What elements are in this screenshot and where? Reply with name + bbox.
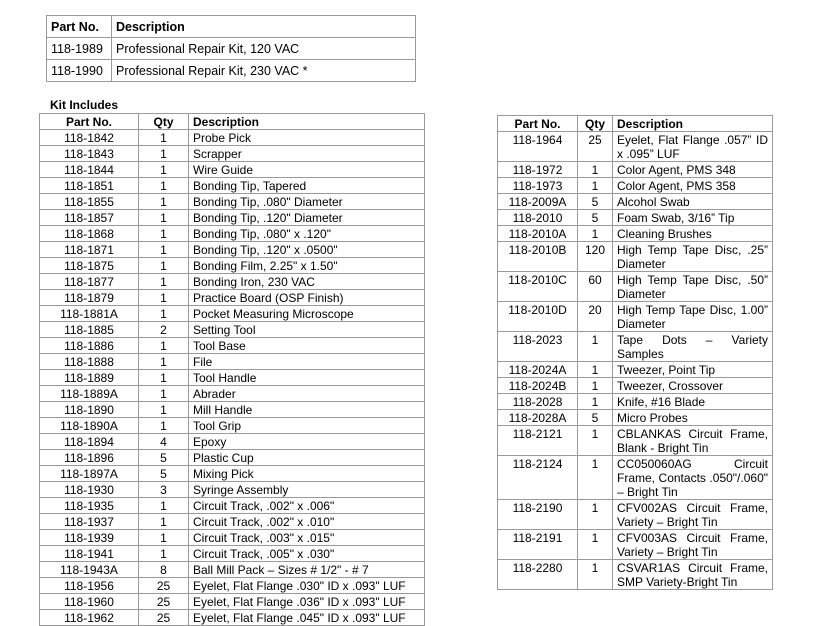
- qty-cell: 120: [578, 242, 613, 272]
- part-number-cell: 118-2124: [498, 456, 578, 500]
- table-row: [40, 498, 425, 514]
- description-cell: Bonding Tip, .120" Diameter: [189, 210, 425, 226]
- table-row: [498, 362, 773, 378]
- description-cell: Tape Dots – Variety Samples: [613, 332, 773, 362]
- table-row: [40, 178, 425, 194]
- qty-cell: 1: [578, 178, 613, 194]
- part-number-cell: 118-1886: [40, 338, 139, 354]
- description-cell: Foam Swab, 3/16” Tip: [613, 210, 773, 226]
- table-row: [40, 418, 425, 434]
- table-header-row: [40, 114, 425, 130]
- table-row: [498, 560, 773, 590]
- table-row: [498, 530, 773, 560]
- table-row: [40, 610, 425, 626]
- qty-cell: 25: [139, 578, 189, 594]
- qty-cell: 2: [139, 322, 189, 338]
- kit-includes-table: [39, 113, 425, 626]
- table-row: [498, 410, 773, 426]
- part-number-cell: 118-1897A: [40, 466, 139, 482]
- description-cell: Wire Guide: [189, 162, 425, 178]
- table-row: [40, 370, 425, 386]
- table-row: [498, 394, 773, 410]
- qty-cell: 1: [578, 456, 613, 500]
- part-number-cell: 118-1989: [47, 38, 112, 60]
- qty-cell: 1: [578, 530, 613, 560]
- table-row: [40, 338, 425, 354]
- description-cell: Bonding Tip, Tapered: [189, 178, 425, 194]
- part-number-cell: 118-1937: [40, 514, 139, 530]
- qty-cell: 1: [578, 332, 613, 362]
- column-header-description: Description: [189, 114, 425, 130]
- qty-cell: 1: [139, 370, 189, 386]
- qty-cell: 1: [578, 394, 613, 410]
- qty-cell: 1: [139, 226, 189, 242]
- description-cell: Bonding Tip, .080" x .120": [189, 226, 425, 242]
- table-row: [498, 378, 773, 394]
- part-number-cell: 118-1881A: [40, 306, 139, 322]
- qty-cell: 1: [139, 386, 189, 402]
- column-header-qty: Qty: [578, 116, 613, 132]
- table-row: [498, 210, 773, 226]
- part-number-cell: 118-1943A: [40, 562, 139, 578]
- description-cell: Syringe Assembly: [189, 482, 425, 498]
- qty-cell: 1: [139, 210, 189, 226]
- table-row: [40, 258, 425, 274]
- table-row: [498, 132, 773, 162]
- table-row: [498, 456, 773, 500]
- table-row: [40, 514, 425, 530]
- qty-cell: 1: [139, 258, 189, 274]
- qty-cell: 1: [139, 498, 189, 514]
- qty-cell: 1: [578, 362, 613, 378]
- table-row: [40, 386, 425, 402]
- description-cell: CFV003AS Circuit Frame, Variety – Bright Tin: [613, 530, 773, 560]
- qty-cell: 1: [139, 130, 189, 146]
- qty-cell: 1: [139, 514, 189, 530]
- qty-cell: 5: [139, 466, 189, 482]
- part-number-cell: 118-2280: [498, 560, 578, 590]
- table-row: [498, 194, 773, 210]
- description-cell: Color Agent, PMS 348: [613, 162, 773, 178]
- description-cell: Setting Tool: [189, 322, 425, 338]
- description-cell: Knife, #16 Blade: [613, 394, 773, 410]
- qty-cell: 25: [578, 132, 613, 162]
- description-cell: Tool Handle: [189, 370, 425, 386]
- qty-cell: 1: [139, 402, 189, 418]
- table-row: [47, 38, 416, 60]
- part-number-cell: 118-1875: [40, 258, 139, 274]
- description-cell: Eyelet, Flat Flange .057” ID x .095” LUF: [613, 132, 773, 162]
- table-row: [40, 130, 425, 146]
- part-number-cell: 118-1844: [40, 162, 139, 178]
- description-cell: Micro Probes: [613, 410, 773, 426]
- qty-cell: 1: [139, 546, 189, 562]
- table-row: [40, 434, 425, 450]
- qty-cell: 1: [578, 162, 613, 178]
- column-header-description: Description: [112, 16, 416, 38]
- part-number-cell: 118-1962: [40, 610, 139, 626]
- table-row: [40, 146, 425, 162]
- description-cell: Abrader: [189, 386, 425, 402]
- description-cell: Mixing Pick: [189, 466, 425, 482]
- qty-cell: 25: [139, 594, 189, 610]
- description-cell: Tweezer, Crossover: [613, 378, 773, 394]
- kit-includes-heading: Kit Includes: [50, 98, 119, 112]
- description-cell: CSVAR1AS Circuit Frame, SMP Variety-Bright Tin: [613, 560, 773, 590]
- part-number-cell: 118-1857: [40, 210, 139, 226]
- description-cell: Bonding Tip, .080" Diameter: [189, 194, 425, 210]
- table-row: [40, 162, 425, 178]
- description-cell: Circuit Track, .002" x .006": [189, 498, 425, 514]
- table-row: [40, 466, 425, 482]
- description-cell: Circuit Track, .005" x .030": [189, 546, 425, 562]
- part-number-cell: 118-1890: [40, 402, 139, 418]
- table-row: [498, 162, 773, 178]
- table-row: [40, 562, 425, 578]
- description-cell: Tool Base: [189, 338, 425, 354]
- qty-cell: 8: [139, 562, 189, 578]
- description-cell: Color Agent, PMS 358: [613, 178, 773, 194]
- description-cell: Professional Repair Kit, 120 VAC: [112, 38, 416, 60]
- qty-cell: 3: [139, 482, 189, 498]
- table-row: [498, 226, 773, 242]
- part-number-cell: 118-2010C: [498, 272, 578, 302]
- qty-cell: 1: [139, 146, 189, 162]
- part-number-cell: 118-1956: [40, 578, 139, 594]
- part-number-cell: 118-1990: [47, 60, 112, 82]
- table-row: [40, 354, 425, 370]
- table-row: [40, 194, 425, 210]
- qty-cell: 1: [139, 306, 189, 322]
- description-cell: Cleaning Brushes: [613, 226, 773, 242]
- description-cell: High Temp Tape Disc, .25” Diameter: [613, 242, 773, 272]
- part-number-cell: 118-2009A: [498, 194, 578, 210]
- part-number-cell: 118-1851: [40, 178, 139, 194]
- part-number-cell: 118-2024B: [498, 378, 578, 394]
- column-header-part-no: Part No.: [498, 116, 578, 132]
- part-number-cell: 118-1894: [40, 434, 139, 450]
- table-row: [498, 272, 773, 302]
- part-number-cell: 118-1879: [40, 290, 139, 306]
- qty-cell: 5: [578, 410, 613, 426]
- description-cell: Alcohol Swab: [613, 194, 773, 210]
- table-row: [498, 302, 773, 332]
- description-cell: Pocket Measuring Microscope: [189, 306, 425, 322]
- qty-cell: 1: [578, 378, 613, 394]
- qty-cell: 1: [578, 226, 613, 242]
- qty-cell: 25: [139, 610, 189, 626]
- part-number-cell: 118-1935: [40, 498, 139, 514]
- part-number-cell: 118-1896: [40, 450, 139, 466]
- table-row: [498, 426, 773, 456]
- part-number-cell: 118-1960: [40, 594, 139, 610]
- part-number-cell: 118-2191: [498, 530, 578, 560]
- qty-cell: 60: [578, 272, 613, 302]
- qty-cell: 1: [578, 560, 613, 590]
- table-row: [40, 578, 425, 594]
- qty-cell: 1: [139, 274, 189, 290]
- qty-cell: 1: [139, 194, 189, 210]
- qty-cell: 1: [139, 290, 189, 306]
- description-cell: Tool Grip: [189, 418, 425, 434]
- qty-cell: 1: [578, 426, 613, 456]
- description-cell: Probe Pick: [189, 130, 425, 146]
- part-number-cell: 118-2010A: [498, 226, 578, 242]
- part-number-cell: 118-1868: [40, 226, 139, 242]
- description-cell: File: [189, 354, 425, 370]
- column-header-part-no: Part No.: [40, 114, 139, 130]
- description-cell: Mill Handle: [189, 402, 425, 418]
- part-number-cell: 118-2024A: [498, 362, 578, 378]
- description-cell: Tweezer, Point Tip: [613, 362, 773, 378]
- qty-cell: 5: [578, 194, 613, 210]
- description-cell: CC050060AG Circuit Frame, Contacts .050"/.060" – Bright Tin: [613, 456, 773, 500]
- table-row: [40, 274, 425, 290]
- qty-cell: 5: [139, 450, 189, 466]
- part-number-cell: 118-1964: [498, 132, 578, 162]
- part-number-cell: 118-2023: [498, 332, 578, 362]
- description-cell: Eyelet, Flat Flange .036" ID x .093" LUF: [189, 594, 425, 610]
- kit-includes-table-continued: [497, 115, 773, 590]
- table-row: [40, 242, 425, 258]
- table-row: [40, 322, 425, 338]
- description-cell: Bonding Film, 2.25" x 1.50": [189, 258, 425, 274]
- part-number-cell: 118-2010B: [498, 242, 578, 272]
- part-number-cell: 118-2028: [498, 394, 578, 410]
- column-header-part-no: Part No.: [47, 16, 112, 38]
- qty-cell: 1: [139, 242, 189, 258]
- part-number-cell: 118-1871: [40, 242, 139, 258]
- table-header-row: [47, 16, 416, 38]
- table-row: [40, 450, 425, 466]
- qty-cell: 1: [139, 418, 189, 434]
- part-number-cell: 118-2121: [498, 426, 578, 456]
- part-number-cell: 118-1973: [498, 178, 578, 194]
- table-row: [498, 500, 773, 530]
- description-cell: Eyelet, Flat Flange .030" ID x .093" LUF: [189, 578, 425, 594]
- table-row: [40, 546, 425, 562]
- description-cell: Ball Mill Pack – Sizes # 1/2" - # 7: [189, 562, 425, 578]
- qty-cell: 1: [139, 162, 189, 178]
- description-cell: High Temp Tape Disc, .50” Diameter: [613, 272, 773, 302]
- part-number-cell: 118-1885: [40, 322, 139, 338]
- qty-cell: 20: [578, 302, 613, 332]
- part-number-cell: 118-1842: [40, 130, 139, 146]
- qty-cell: 1: [139, 178, 189, 194]
- part-number-cell: 118-1888: [40, 354, 139, 370]
- column-header-description: Description: [613, 116, 773, 132]
- description-cell: Eyelet, Flat Flange .045" ID x .093" LUF: [189, 610, 425, 626]
- table-row: [40, 306, 425, 322]
- part-number-cell: 118-2028A: [498, 410, 578, 426]
- table-row: [40, 290, 425, 306]
- description-cell: Circuit Track, .002" x .010": [189, 514, 425, 530]
- qty-cell: 1: [578, 500, 613, 530]
- part-number-cell: 118-2190: [498, 500, 578, 530]
- description-cell: Bonding Tip, .120" x .0500": [189, 242, 425, 258]
- part-number-cell: 118-1855: [40, 194, 139, 210]
- qty-cell: 5: [578, 210, 613, 226]
- qty-cell: 1: [139, 354, 189, 370]
- column-header-qty: Qty: [139, 114, 189, 130]
- part-number-cell: 118-1930: [40, 482, 139, 498]
- table-header-row: [498, 116, 773, 132]
- table-row: [40, 482, 425, 498]
- description-cell: Plastic Cup: [189, 450, 425, 466]
- part-number-cell: 118-1843: [40, 146, 139, 162]
- part-number-cell: 118-1941: [40, 546, 139, 562]
- part-number-cell: 118-2010D: [498, 302, 578, 332]
- kit-model-table: [46, 15, 416, 82]
- part-number-cell: 118-2010: [498, 210, 578, 226]
- description-cell: Scrapper: [189, 146, 425, 162]
- table-row: [40, 594, 425, 610]
- table-row: [498, 242, 773, 272]
- table-row: [498, 332, 773, 362]
- part-number-cell: 118-1877: [40, 274, 139, 290]
- description-cell: Epoxy: [189, 434, 425, 450]
- description-cell: CBLANKAS Circuit Frame, Blank - Bright Tin: [613, 426, 773, 456]
- description-cell: High Temp Tape Disc, 1.00” Diameter: [613, 302, 773, 332]
- qty-cell: 1: [139, 530, 189, 546]
- table-row: [498, 178, 773, 194]
- part-number-cell: 118-1890A: [40, 418, 139, 434]
- part-number-cell: 118-1939: [40, 530, 139, 546]
- qty-cell: 4: [139, 434, 189, 450]
- part-number-cell: 118-1889A: [40, 386, 139, 402]
- description-cell: Professional Repair Kit, 230 VAC *: [112, 60, 416, 82]
- table-row: [47, 60, 416, 82]
- description-cell: Circuit Track, .003" x .015": [189, 530, 425, 546]
- description-cell: Bonding Iron, 230 VAC: [189, 274, 425, 290]
- table-row: [40, 226, 425, 242]
- description-cell: CFV002AS Circuit Frame, Variety – Bright Tin: [613, 500, 773, 530]
- part-number-cell: 118-1889: [40, 370, 139, 386]
- qty-cell: 1: [139, 338, 189, 354]
- part-number-cell: 118-1972: [498, 162, 578, 178]
- table-row: [40, 210, 425, 226]
- table-row: [40, 402, 425, 418]
- description-cell: Practice Board (OSP Finish): [189, 290, 425, 306]
- table-row: [40, 530, 425, 546]
